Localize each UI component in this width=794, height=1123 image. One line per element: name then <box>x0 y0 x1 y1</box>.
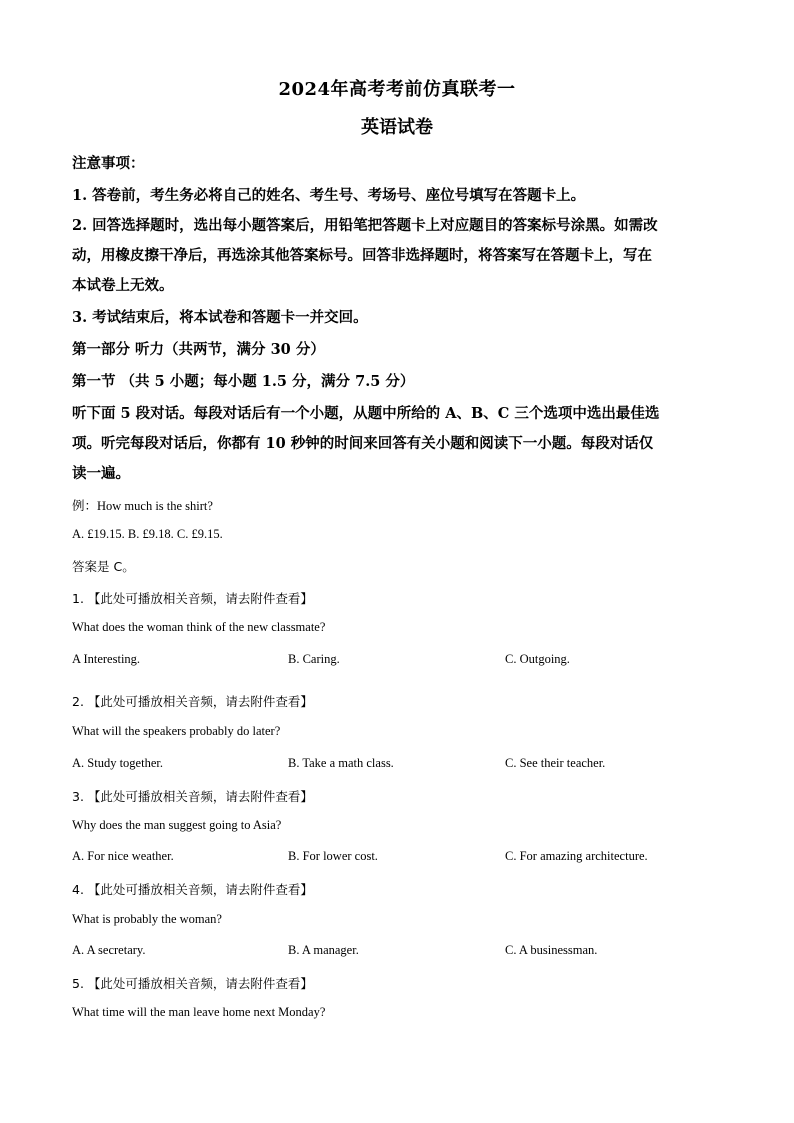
q1-option-a[interactable]: A Interesting. <box>72 652 141 666</box>
exam-subtitle: 英语试卷 <box>361 117 433 138</box>
q1-option-b[interactable]: B. Caring. <box>288 652 340 666</box>
q3-option-b[interactable]: B. For lower cost. <box>288 849 378 863</box>
q2-audio-note[interactable]: 2. 【此处可播放相关音频，请去附件查看】 <box>72 694 313 709</box>
q1-text: What does the woman think of the new classmate? <box>72 620 326 634</box>
q3-option-c[interactable]: C. For amazing architecture. <box>505 849 648 863</box>
q5-audio-note[interactable]: 5. 【此处可播放相关音频，请去附件查看】 <box>72 976 313 991</box>
q4-option-c[interactable]: C. A businessman. <box>505 943 598 957</box>
q1-option-c[interactable]: C. Outgoing. <box>505 652 570 666</box>
q1-audio-note[interactable]: 1. 【此处可播放相关音频，请去附件查看】 <box>72 591 313 606</box>
notice-item-3: 3. 考试结束后，将本试卷和答题卡一并交回。 <box>72 309 368 326</box>
example-options: A. £19.15. B. £9.18. C. £9.15. <box>72 527 223 541</box>
q5-text: What time will the man leave home next Monday? <box>72 1005 326 1019</box>
instructions-line-2: 项。听完每段对话后，你都有 10 秒钟的时间来回答有关小题和阅读下一小题。每段对话仅 <box>72 435 654 452</box>
instructions-line-1: 听下面 5 段对话。每段对话后有一个小题，从题中所给的 A、B、C 三个选项中选出最佳选 <box>72 405 660 422</box>
q2-text: What will the speakers probably do later? <box>72 724 281 738</box>
notice-item-2-line-1: 2. 回答选择题时，选出每小题答案后，用铅笔把答题卡上对应题目的答案标号涂黑。如需改 <box>72 217 658 234</box>
example-question: 例：How much is the shirt? <box>72 499 213 513</box>
q2-option-a[interactable]: A. Study together. <box>72 756 163 770</box>
q3-audio-note[interactable]: 3. 【此处可播放相关音频，请去附件查看】 <box>72 789 313 804</box>
instructions-line-3: 读一遍。 <box>72 465 130 482</box>
q4-option-b[interactable]: B. A manager. <box>288 943 359 957</box>
notice-item-1: 1. 答卷前，考生务必将自己的姓名、考生号、考场号、座位号填写在答题卡上。 <box>72 187 586 204</box>
exam-title: 2024年高考考前仿真联考一 <box>278 79 516 100</box>
notice-item-2-line-2: 动，用橡皮擦干净后，再选涂其他答案标号。回答非选择题时，将答案写在答题卡上，写在 <box>72 247 652 264</box>
q4-option-a[interactable]: A. A secretary. <box>72 943 146 957</box>
notice-heading: 注意事项： <box>72 155 145 172</box>
q4-audio-note[interactable]: 4. 【此处可播放相关音频，请去附件查看】 <box>72 882 313 897</box>
section1-heading: 第一节 （共 5 小题；每小题 1.5 分，满分 7.5 分） <box>72 373 415 390</box>
part1-heading: 第一部分 听力（共两节，满分 30 分） <box>72 341 325 358</box>
example-answer: 答案是 C。 <box>72 559 135 574</box>
q3-option-a[interactable]: A. For nice weather. <box>72 849 174 863</box>
q2-option-b[interactable]: B. Take a math class. <box>288 756 394 770</box>
q2-option-c[interactable]: C. See their teacher. <box>505 756 606 770</box>
q4-text: What is probably the woman? <box>72 912 222 926</box>
notice-item-2-line-3: 本试卷上无效。 <box>72 277 174 294</box>
q3-text: Why does the man suggest going to Asia? <box>72 818 282 832</box>
